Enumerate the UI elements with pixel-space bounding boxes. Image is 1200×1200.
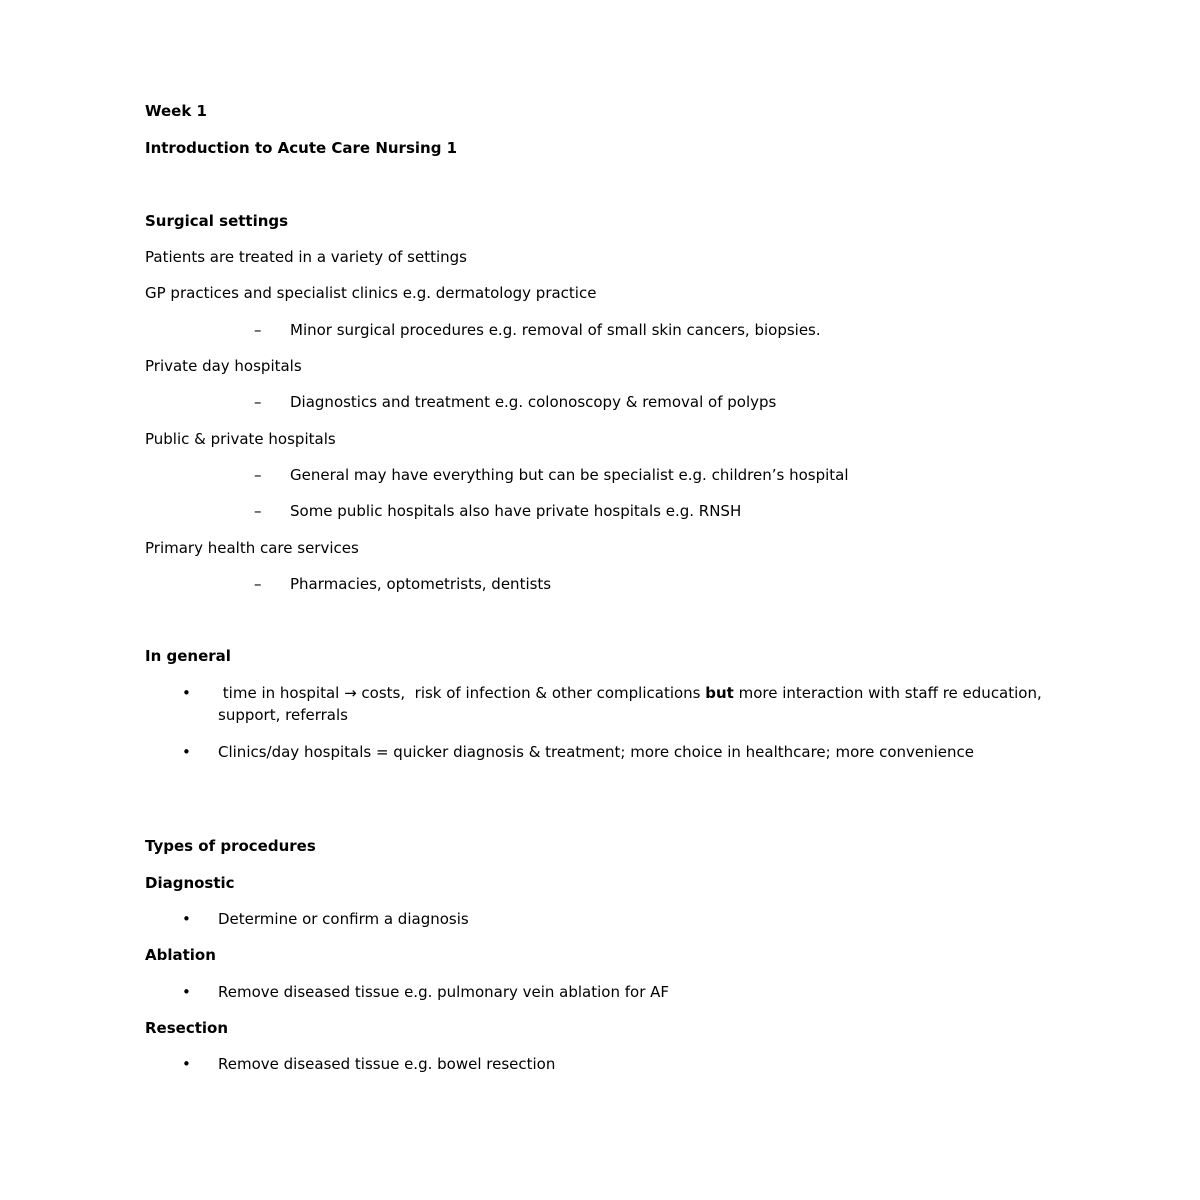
list-item-text	[218, 682, 1048, 726]
bullet-marker: •	[182, 1055, 191, 1073]
bullet-marker: •	[182, 983, 191, 1001]
resection-heading: Resection	[145, 1019, 229, 1037]
bullet-marker: •	[182, 684, 191, 702]
bullet-marker: •	[182, 910, 191, 928]
list-item-text: Diagnostics and treatment e.g. colonoscopy & removal of polyps	[290, 393, 777, 411]
list-item-text: Some public hospitals also have private hospitals e.g. RNSH	[290, 502, 742, 520]
week-heading: Week 1	[145, 102, 207, 120]
bullet-text-part: more interaction with staff re education, support, referrals	[218, 684, 1047, 724]
dash-marker: –	[254, 466, 262, 484]
document-title: Introduction to Acute Care Nursing 1	[145, 139, 458, 157]
gp-practices-line: GP practices and specialist clinics e.g. dermatology practice	[145, 284, 597, 302]
list-item-text: Remove diseased tissue e.g. bowel resection	[218, 1055, 556, 1073]
bullet-marker: •	[182, 743, 191, 761]
surgical-settings-heading: Surgical settings	[145, 212, 289, 230]
list-item-text: Pharmacies, optometrists, dentists	[290, 575, 552, 593]
in-general-heading: In general	[145, 647, 231, 665]
bullet-text-emphasis: but	[705, 684, 734, 702]
list-item-text: Clinics/day hospitals = quicker diagnosis & treatment; more choice in healthcare; more convenience	[218, 743, 975, 761]
list-item-text: Minor surgical procedures e.g. removal of small skin cancers, biopsies.	[290, 321, 821, 339]
dash-marker: –	[254, 502, 262, 520]
types-of-procedures-heading: Types of procedures	[145, 837, 316, 855]
private-day-hospitals-line: Private day hospitals	[145, 357, 302, 375]
list-item-text: Remove diseased tissue e.g. pulmonary vein ablation for AF	[218, 983, 670, 1001]
list-item-text: General may have everything but can be specialist e.g. children’s hospital	[290, 466, 849, 484]
list-item-text: Determine or confirm a diagnosis	[218, 910, 469, 928]
dash-marker: –	[254, 393, 262, 411]
diagnostic-heading: Diagnostic	[145, 874, 235, 892]
primary-health-care-line: Primary health care services	[145, 539, 359, 557]
surgical-intro: Patients are treated in a variety of settings	[145, 248, 467, 266]
public-private-hospitals-line: Public & private hospitals	[145, 430, 336, 448]
dash-marker: –	[254, 575, 262, 593]
ablation-heading: Ablation	[145, 946, 216, 964]
dash-marker: –	[254, 321, 262, 339]
bullet-text-part: time in hospital → costs, risk of infection & other complications	[218, 684, 706, 702]
